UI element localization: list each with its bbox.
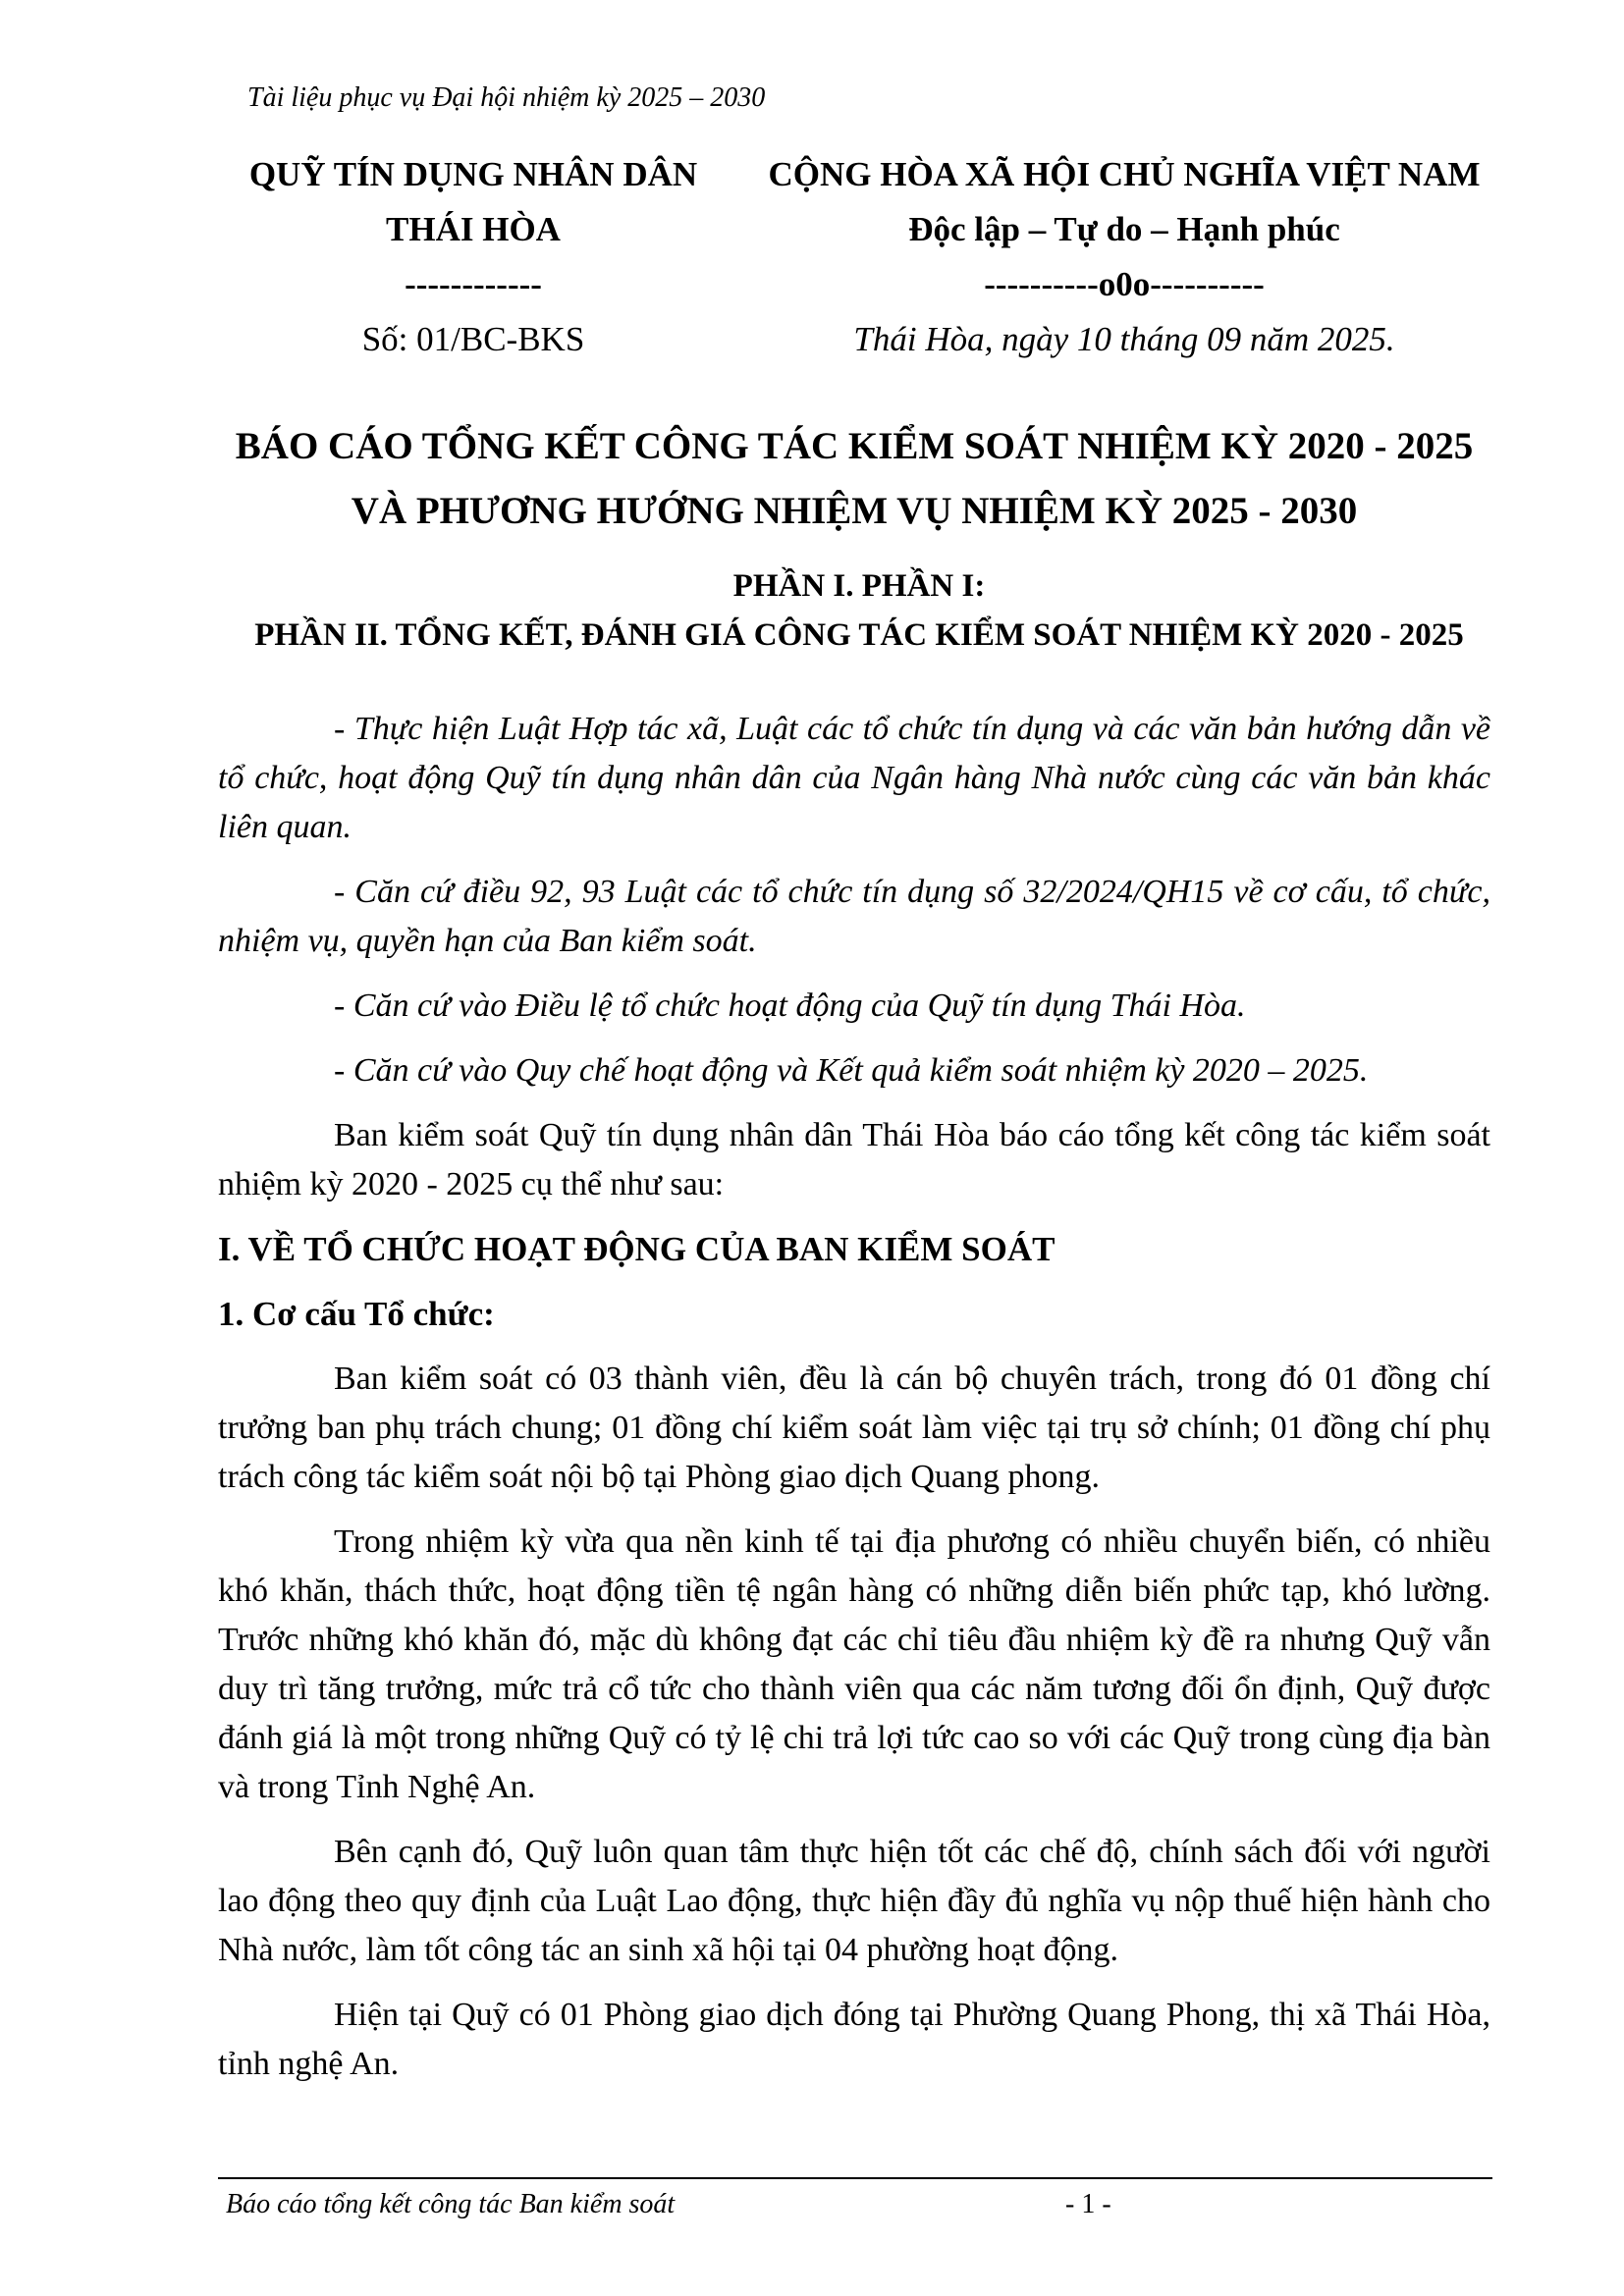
basis-item: - Căn cứ vào Điều lệ tổ chức hoạt động của Quỹ tín dụng Thái Hòa. — [334, 988, 1246, 1024]
title-line2: VÀ PHƯƠNG HƯỚNG NHIỆM VỤ NHIỆM KỲ 2025 - 2030 — [351, 490, 1358, 532]
basis-item: - Căn cứ điều 92, 93 Luật các tổ chức tín dụng số 32/2024/QH15 về cơ cấu, tổ chức, nhiệm vụ, quyền hạn của Ban kiểm soát. — [218, 874, 1490, 959]
section-heading-line2: PHẦN II. TỔNG KẾT, ĐÁNH GIÁ CÔNG TÁC KIỂM SOÁT NHIỆM KỲ 2020 - 2025 — [254, 617, 1464, 653]
issuer-separator: ------------ — [405, 265, 542, 303]
section-heading — [216, 561, 1502, 660]
body-paragraph: Ban kiểm soát có 03 thành viên, đều là cán bộ chuyên trách, trong đó 01 đồng chí trưởng ban phụ trách chung; 01 đồng chí kiểm soát làm việc tại trụ sở chính; 01 đồng chí phụ trách công tác kiểm soát nội bộ tại Phòng giao dịch Quang phong. — [218, 1361, 1490, 1495]
document-header — [0, 147, 1624, 363]
body-paragraph: Bên cạnh đó, Quỹ luôn quan tâm thực hiện tốt các chế độ, chính sách đối với người lao động theo quy định của Luật Lao động, thực hiện đầy đủ nghĩa vụ nộp thuế hiện hành cho Nhà nước, làm tốt công tác an sinh xã hội tại 04 phường hoạt động. — [218, 1834, 1490, 1968]
basis-item: - Căn cứ vào Quy chế hoạt động và Kết quả kiểm soát nhiệm kỳ 2020 – 2025. — [334, 1052, 1369, 1089]
heading-organization: I. VỀ TỔ CHỨC HOẠT ĐỘNG CỦA BAN KIỂM SOÁT — [218, 1230, 1056, 1268]
place-date: Thái Hòa, ngày 10 tháng 09 năm 2025. — [853, 320, 1395, 358]
intro-paragraph: Ban kiểm soát Quỹ tín dụng nhân dân Thái Hòa báo cáo tổng kết công tác kiểm soát nhiệm kỳ 2020 - 2025 cụ thể như sau: — [218, 1117, 1490, 1202]
motto-separator: ----------o0o---------- — [984, 265, 1265, 303]
page-number: - 1 - — [1065, 2189, 1111, 2219]
issuer-name-line1: QUỸ TÍN DỤNG NHÂN DÂN — [248, 155, 698, 193]
title-line1: BÁO CÁO TỔNG KẾT CÔNG TÁC KIỂM SOÁT NHIỆM KỲ 2020 - 2025 — [235, 425, 1474, 467]
subheading-structure: 1. Cơ cấu Tổ chức: — [218, 1295, 495, 1333]
basis-item: - Thực hiện Luật Hợp tác xã, Luật các tổ chức tín dụng và các văn bản hướng dẫn về tổ chức, hoạt động Quỹ tín dụng nhân dân của Ngân hàng Nhà nước cùng các văn bản khác liên quan. — [218, 711, 1490, 845]
running-header: Tài liệu phục vụ Đại hội nhiệm kỳ 2025 – 2030 — [247, 82, 766, 113]
body-paragraph: Trong nhiệm kỳ vừa qua nền kinh tế tại địa phương có nhiều chuyển biến, có nhiều khó khăn, thách thức, hoạt động tiền tệ ngân hàng có những diễn biến phức tạp, khó lường. Trước những khó khăn đó, mặc dù không đạt các chỉ tiêu đầu nhiệm kỳ đề ra nhưng Quỹ vẫn duy trì tăng trưởng, mức trả cổ tức cho thành viên qua các năm tương đối ổn định, Quỹ được đánh giá là một trong những Quỹ có tỷ lệ chi trả lợi tức cao so với các Quỹ trong cùng địa bàn và trong Tỉnh Nghệ An. — [218, 1523, 1490, 1805]
footer-label: Báo cáo tổng kết công tác Ban kiểm soát — [226, 2189, 676, 2219]
document-title — [157, 414, 1551, 544]
issuer-block — [218, 147, 729, 367]
section-heading-line1: PHẦN I. PHẦN I: — [732, 568, 986, 604]
document-number: Số: 01/BC-BKS — [361, 320, 585, 358]
national-name: CỘNG HÒA XÃ HỘI CHỦ NGHĨA VIỆT NAM — [768, 155, 1481, 193]
document-body — [218, 705, 1490, 2105]
national-motto-block — [731, 147, 1517, 367]
body-paragraph: Hiện tại Quỹ có 01 Phòng giao dịch đóng tại Phường Quang Phong, thị xã Thái Hòa, tỉnh nghệ An. — [218, 1997, 1490, 2082]
national-motto: Độc lập – Tự do – Hạnh phúc — [908, 210, 1340, 248]
issuer-name-line2: THÁI HÒA — [386, 210, 561, 248]
footer-divider — [218, 2177, 1492, 2179]
